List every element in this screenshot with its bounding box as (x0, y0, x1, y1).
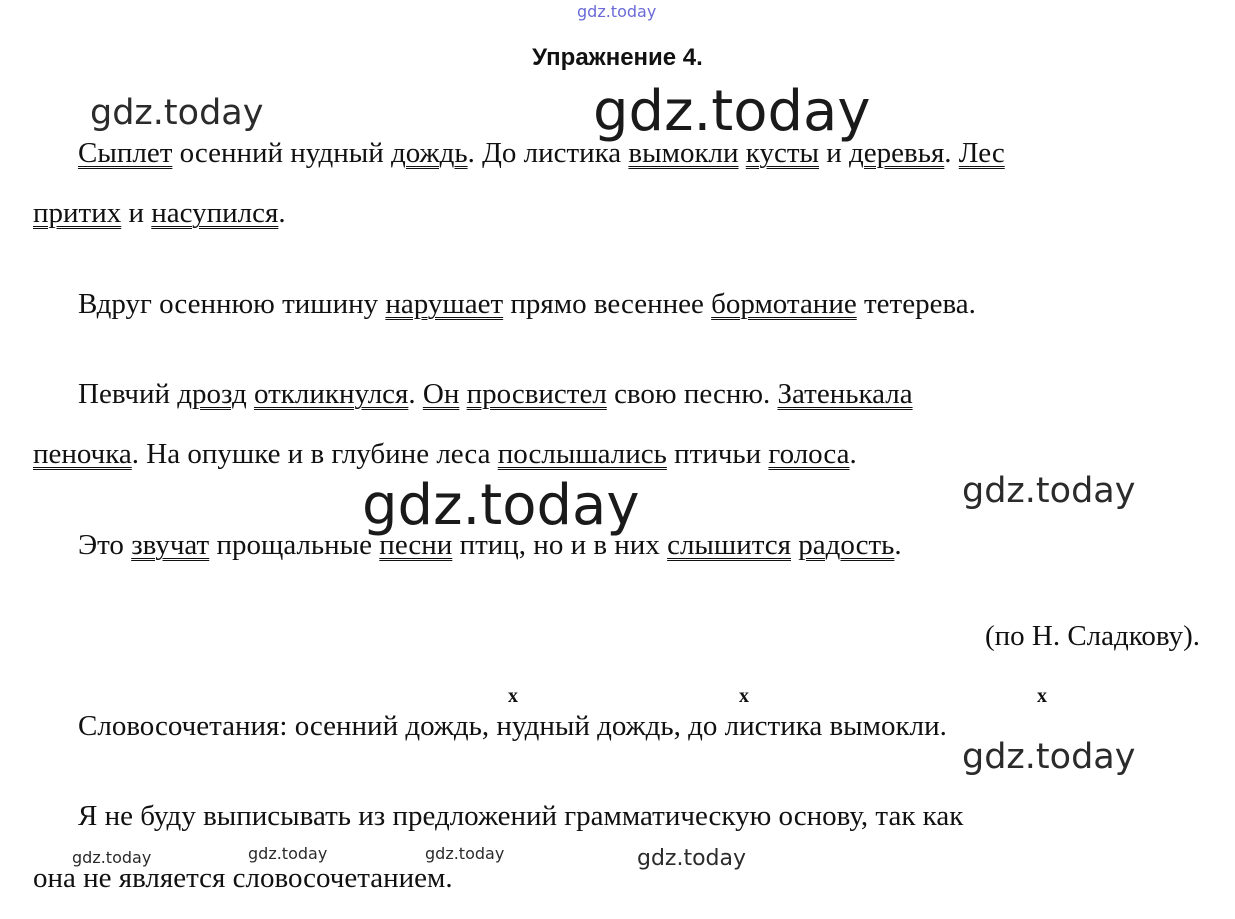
underlined-word: дрозд (177, 378, 247, 410)
paragraph-2 (78, 274, 976, 334)
paragraph-5-line-2: она не является словосочетанием. (33, 862, 453, 894)
watermark-top: gdz.today (577, 2, 657, 21)
underlined-word: Сыплет (78, 137, 173, 169)
underlined-word: откликнулся (253, 378, 409, 410)
underlined-word: кусты (745, 137, 819, 169)
text-fragment: . На опушке и в глубине леса (131, 438, 498, 470)
text-fragment (739, 137, 746, 169)
underlined-word: слышится (667, 529, 792, 561)
underlined-word: дождь (391, 137, 468, 169)
text-fragment: . До листика (467, 137, 629, 169)
text-fragment: . (849, 438, 857, 470)
collocations-line: Словосочетания: осенний дождь, нудный дождь, до листика вымокли. (78, 710, 947, 742)
text-fragment: прощальные (209, 529, 380, 561)
underlined-word: вымокли (628, 137, 739, 169)
watermark-small: gdz.today (72, 848, 152, 867)
text-fragment: прямо весеннее (503, 288, 712, 320)
underlined-word: деревья (849, 137, 945, 169)
underlined-word: нарушает (385, 288, 504, 320)
watermark-small: gdz.today (637, 846, 747, 871)
underlined-word: притих (33, 197, 122, 229)
text-fragment: Вдруг осеннюю тишину (78, 288, 386, 320)
text-fragment: Это (78, 529, 132, 561)
paragraph-4 (78, 515, 902, 575)
watermark: gdz.today (962, 471, 1136, 511)
underlined-word: пеночка (33, 438, 132, 470)
underlined-word: песни (379, 529, 453, 561)
underlined-word: радость (798, 529, 895, 561)
text-fragment: . (894, 529, 902, 561)
paragraph-1-line-1 (78, 123, 1005, 183)
text-fragment: . (408, 378, 423, 410)
underlined-word: Он (422, 378, 460, 410)
watermark-large: gdz.today (362, 473, 640, 538)
x-mark: x (508, 685, 518, 707)
text-fragment: . (278, 197, 286, 229)
underlined-word: послышались (497, 438, 667, 470)
text-fragment: и (819, 137, 850, 169)
underlined-word: бормотание (711, 288, 857, 320)
text-fragment: птиц, но и в них (452, 529, 668, 561)
underlined-word: голоса (768, 438, 850, 470)
text-fragment (459, 378, 466, 410)
underlined-word: насупился (151, 197, 279, 229)
paragraph-1-line-2 (33, 183, 286, 243)
text-fragment: осенний нудный (172, 137, 391, 169)
underlined-word: Лес (958, 137, 1005, 169)
x-mark: x (739, 685, 749, 707)
paragraph-3-line-2 (33, 424, 857, 484)
underlined-word: просвистел (466, 378, 607, 410)
text-fragment: Певчий (78, 378, 178, 410)
text-fragment: . (944, 137, 959, 169)
text-fragment: и (121, 197, 152, 229)
text-fragment (247, 378, 254, 410)
text-fragment: свою песню. (606, 378, 778, 410)
watermark: gdz.today (90, 93, 264, 133)
watermark: gdz.today (962, 737, 1136, 777)
paragraph-5-line-1: Я не буду выписывать из предложений грамматическую основу, так как (78, 800, 964, 832)
text-fragment: птичьи (666, 438, 769, 470)
author-attribution: (по Н. Сладкову). (984, 620, 1200, 652)
watermark-large: gdz.today (593, 79, 871, 144)
watermark-small: gdz.today (248, 844, 328, 863)
paragraph-3-line-1 (78, 364, 913, 424)
text-fragment: тетерева. (856, 288, 976, 320)
underlined-word: Затенькала (777, 378, 913, 410)
x-mark: x (1037, 685, 1047, 707)
underlined-word: звучат (131, 529, 210, 561)
watermark-small: gdz.today (425, 844, 505, 863)
exercise-title: Упражнение 4. (532, 44, 703, 71)
